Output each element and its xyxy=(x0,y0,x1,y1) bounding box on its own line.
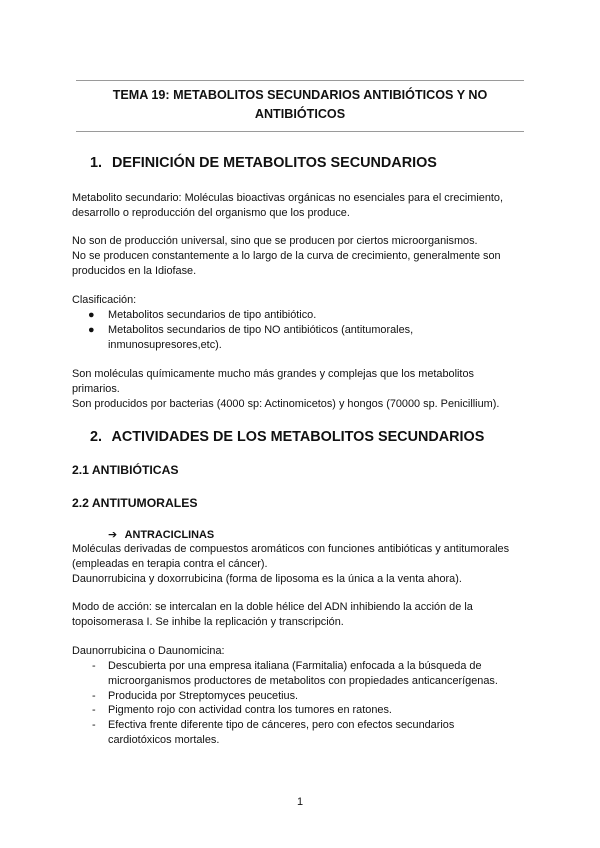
list-item: - Efectiva frente diferente tipo de cánceres, pero con efectos secundarios cardiotóxicos mortales. xyxy=(92,719,455,746)
dash-marker: - xyxy=(92,660,96,672)
document-title xyxy=(76,86,524,124)
antra-line: Daunorrubicina y doxorrubicina (forma de liposoma es la única a la venta ahora). xyxy=(72,572,462,585)
bullet-icon: ● xyxy=(88,309,95,321)
dash-marker: - xyxy=(92,719,96,732)
dash-marker: - xyxy=(92,704,96,717)
section-1-title: DEFINICIÓN DE METABOLITOS SECUNDARIOS xyxy=(112,155,437,171)
subsection-antibioticas: 2.1 ANTIBIÓTICAS xyxy=(72,463,179,477)
mode-line: topoisomerasa I. Se inhibe la replicación y transcripción. xyxy=(72,615,344,628)
definition-line: desarrollo o reproducción del organismo que los produce. xyxy=(72,206,350,219)
size-line: primarios. xyxy=(72,382,120,395)
antra-line: (empleadas en terapia contra el cáncer). xyxy=(72,557,268,570)
classification-label: Clasificación: xyxy=(72,294,137,306)
daunorrubicina-label: Daunorrubicina o Daunomicina: xyxy=(72,645,225,657)
top-rule xyxy=(76,80,524,81)
definition-paragraph xyxy=(72,191,532,221)
definition-line: Metabolito secundario: Moléculas bioactivas orgánicas no esenciales para el crecimiento, xyxy=(72,192,504,204)
list-item: - Pigmento rojo con actividad contra los tumores en ratones. xyxy=(92,704,392,717)
daunorrubicina-list xyxy=(72,659,532,748)
bullet-icon: ● xyxy=(88,323,95,336)
section-2-number: 2. xyxy=(90,429,103,445)
production-line: producidos en la Idiofase. xyxy=(72,264,197,277)
section-2-title: ACTIVIDADES DE LOS METABOLITOS SECUNDARIOS xyxy=(111,429,485,445)
dash-marker: - xyxy=(92,689,96,702)
antraciclinas-heading: ➔ ANTRACICLINAS xyxy=(108,529,215,541)
section-1-heading xyxy=(90,154,437,172)
list-item: ● Metabolitos secundarios de tipo antibiótico. xyxy=(88,309,317,321)
mode-line: Modo de acción: se intercalan en la doble hélice del ADN inhibiendo la acción de la xyxy=(72,601,473,613)
antraciclinas-paragraph xyxy=(72,542,532,586)
bottom-rule xyxy=(76,131,524,132)
production-line: No son de producción universal, sino que se producen por ciertos microorganismos. xyxy=(72,235,478,247)
size-line: Son moléculas químicamente mucho más grandes y complejas que los metabolitos xyxy=(72,368,474,380)
size-paragraph xyxy=(72,367,532,411)
section-2-heading xyxy=(90,428,484,446)
list-item: - Descubierta por una empresa italiana (Farmitalia) enfocada a la búsqueda de microorganismos productores de metabolitos con propiedades anticancerígenas. xyxy=(92,660,498,687)
mode-of-action-paragraph xyxy=(72,600,532,630)
title-line-2: ANTIBIÓTICOS xyxy=(254,107,346,121)
subsection-antitumorales: 2.2 ANTITUMORALES xyxy=(72,496,198,510)
production-line: No se producen constantemente a lo largo de la curva de crecimiento, generalmente son xyxy=(72,249,501,262)
production-paragraph xyxy=(72,234,532,278)
classification-list xyxy=(72,308,532,352)
arrow-icon: ➔ xyxy=(108,529,118,541)
antra-line: Moléculas derivadas de compuestos aromáticos con funciones antibióticas y antitumorales xyxy=(72,543,510,555)
size-line: Son producidos por bacterias (4000 sp: Actinomicetos) y hongos (70000 sp. Penicillium). xyxy=(72,397,500,410)
list-item: ● Metabolitos secundarios de tipo NO antibióticos (antitumorales, inmunosupresores,etc). xyxy=(88,323,414,351)
section-1-number: 1. xyxy=(90,155,103,171)
title-line-1: TEMA 19: METABOLITOS SECUNDARIOS ANTIBIÓTICOS Y NO xyxy=(112,88,488,102)
list-item: - Producida por Streptomyces peucetius. xyxy=(92,689,299,702)
page-number: 1 xyxy=(296,796,304,808)
